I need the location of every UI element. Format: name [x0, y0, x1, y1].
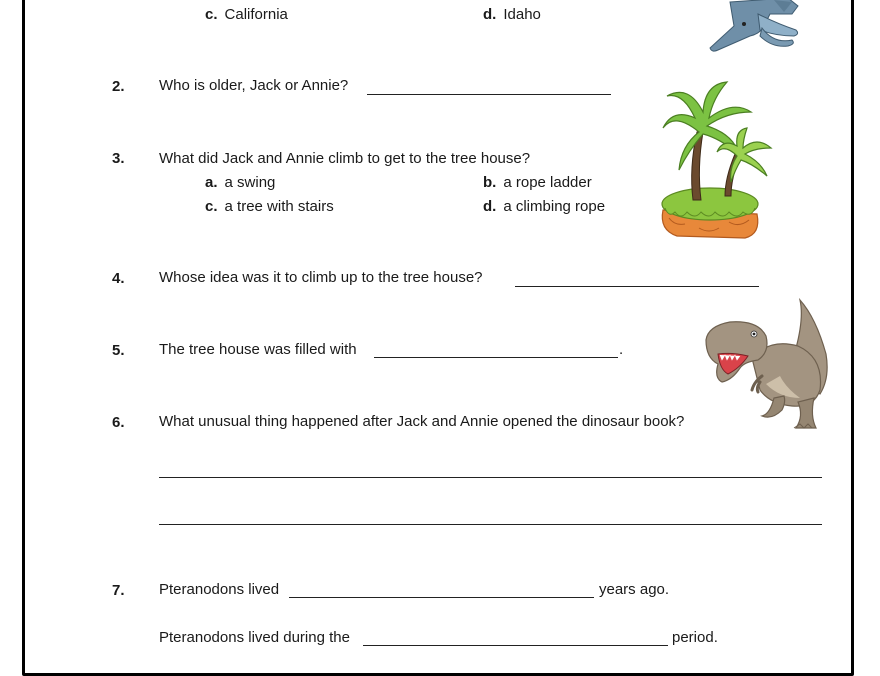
option-text: a climbing rope — [503, 198, 606, 215]
q7-line2-suffix: period. — [672, 629, 718, 646]
q3-option-d — [483, 198, 605, 216]
q6-text: What unusual thing happened after Jack and Annie opened the dinosaur book? — [159, 413, 685, 430]
q3-number: 3. — [112, 150, 125, 167]
option-letter: a. — [205, 174, 218, 191]
q7-line2-prefix: Pteranodons lived during the — [159, 629, 350, 646]
option-text: a tree with stairs — [224, 198, 334, 215]
option-letter: b. — [483, 174, 497, 191]
q6-number: 6. — [112, 414, 125, 431]
q5-answer-line[interactable] — [374, 357, 618, 358]
palm-island-icon — [655, 78, 780, 243]
t-rex-icon — [700, 298, 835, 433]
q4-answer-line[interactable] — [515, 286, 759, 287]
q4-text: Whose idea was it to climb up to the tree house? — [159, 269, 483, 286]
q5-text: The tree house was filled with — [159, 341, 357, 358]
q6-answer-line-1[interactable] — [159, 477, 822, 478]
q3-option-c — [205, 198, 334, 216]
option-text: Idaho — [503, 6, 541, 23]
q4-number: 4. — [112, 270, 125, 287]
q5-number: 5. — [112, 342, 125, 359]
q3-option-b — [483, 174, 592, 192]
option-text: a swing — [224, 174, 276, 191]
q2-number: 2. — [112, 78, 125, 95]
pteranodon-icon — [700, 0, 805, 56]
option-text: a rope ladder — [503, 174, 592, 191]
q3-option-a — [205, 174, 275, 192]
q7-period-answer-line[interactable] — [363, 645, 668, 646]
q7-line1-prefix: Pteranodons lived — [159, 581, 280, 598]
q7-number: 7. — [112, 582, 125, 599]
q5-period: . — [619, 341, 624, 358]
q2-answer-line[interactable] — [367, 94, 611, 95]
q2-text: Who is older, Jack or Annie? — [159, 77, 349, 94]
q6-answer-line-2[interactable] — [159, 524, 822, 525]
q7-years-answer-line[interactable] — [289, 597, 594, 598]
q7-line1-suffix: years ago. — [599, 581, 670, 598]
q3-text: What did Jack and Annie climb to get to the tree house? — [159, 150, 531, 167]
option-letter: c. — [205, 198, 218, 215]
option-letter: c. — [205, 6, 218, 23]
q1-option-c — [205, 6, 288, 24]
option-letter: d. — [483, 6, 497, 23]
option-letter: d. — [483, 198, 497, 215]
option-text: California — [224, 6, 288, 23]
q1-option-d — [483, 6, 541, 24]
